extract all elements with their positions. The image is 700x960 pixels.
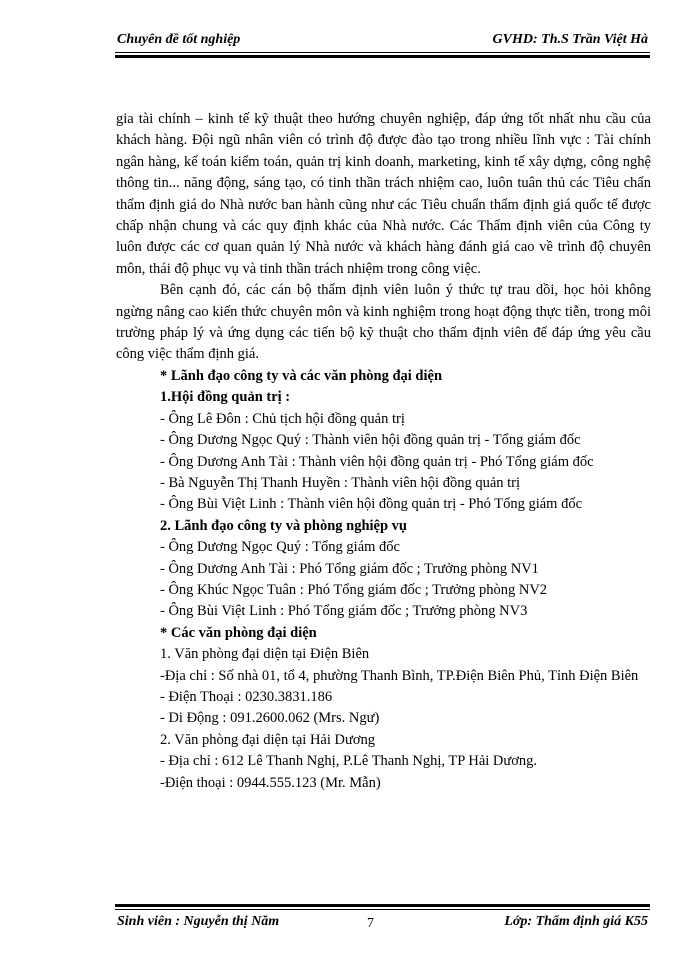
page-number: 7 [367, 916, 374, 931]
page-header [115, 30, 650, 52]
footer-student: Sinh viên : Nguyễn thị Năm [117, 914, 280, 929]
list-item: - Ông Bùi Việt Linh : Phó Tổng giám đốc ; Trưởng phòng NV3 [160, 603, 528, 620]
office-title: 1. Văn phòng đại diện tại Điện Biên [160, 646, 370, 663]
office-address: - Địa chỉ : 612 Lê Thanh Nghị, P.Lê Thanh Nghị, TP Hải Dương. [160, 753, 538, 770]
paragraph-company-staff: gia tài chính – kinh tế kỹ thuật theo hướng chuyên nghiệp, đáp ứng tốt nhất nhu cầu của khách hàng. Đội ngũ nhân viên có trình độ được đào tạo trong nhiều lĩnh vực : Tài chính ngân hàng, kế toán kiểm toán, quản trị kinh doanh, marketing, kinh tế xây dựng, công nghệ thông tin... năng động, sáng tạo, có tinh thần trách nhiệm cao, luôn tuân thủ các Tiêu chẩn thẩm định giá do Nhà nước ban hành cũng như các Tiêu chuẩn thẩm định giá quốc tế được chấp nhận chung và các quy định khác của Nhà nước. Các Thẩm định viên của Công ty luôn được các cơ quan quản lý Nhà nước và khách hàng đánh giá cao về trình độ chuyên môn, thái độ phục vụ và tinh thần trách nhiệm trong công việc. [116, 111, 651, 277]
list-item: - Ông Dương Anh Tài : Phó Tổng giám đốc ; Trưởng phòng NV1 [160, 560, 539, 577]
list-item: - Ông Lê Đôn : Chủ tịch hội đồng quản trị [160, 410, 405, 427]
header-thesis-title: Chuyên đề tốt nghiệp [117, 32, 241, 47]
office-mobile: - Di Động : 091.2600.062 (Mrs. Ngư) [160, 710, 380, 727]
heading-leadership: * Lãnh đạo công ty và các văn phòng đại diện [160, 367, 443, 384]
page-body [116, 109, 651, 794]
list-item: - Ông Bùi Việt Linh : Thành viên hội đồng quản trị - Phó Tổng giám đốc [160, 496, 583, 513]
office-phone: - Điện Thoại : 0230.3831.186 [160, 688, 333, 705]
office-phone: -Điện thoại : 0944.555.123 (Mr. Mẫn) [160, 774, 381, 791]
heading-offices: * Các văn phòng đại diện [160, 624, 317, 641]
footer-class: Lớp: Thẩm định giá K55 [504, 914, 648, 929]
paragraph-appraisers: Bên cạnh đó, các cán bộ thẩm định viên luôn ý thức tự trau dồi, học hỏi không ngừng nâng cao kiến thức chuyên môn và kinh nghiệm trong hoạt động thực tiễn, trong môi trường pháp lý và ứng dụng các tiến bộ kỹ thuật cho thẩm định viên để đáp ứng yêu cầu công việc thẩm định giá. [116, 282, 651, 363]
list-item: - Bà Nguyễn Thị Thanh Huyền : Thành viên hội đồng quản trị [160, 474, 521, 491]
header-rule-thick [115, 55, 650, 58]
office-title: 2. Văn phòng đại diện tại Hải Dương [160, 731, 376, 748]
heading-leaders: 2. Lãnh đạo công ty và phòng nghiệp vụ [160, 517, 407, 534]
office-address: -Địa chỉ : Số nhà 01, tổ 4, phường Thanh Bình, TP.Điện Biên Phủ, Tỉnh Điện Biên [160, 667, 639, 684]
list-item: - Ông Dương Ngọc Quý : Tổng giám đốc [160, 539, 400, 556]
header-supervisor: GVHD: Th.S Trần Việt Hà [492, 32, 648, 47]
header-rule-thin [115, 52, 650, 53]
footer-rule-thin [115, 909, 650, 910]
footer-rule-thick [115, 904, 650, 907]
list-item: - Ông Khúc Ngọc Tuân : Phó Tổng giám đốc ; Trưởng phòng NV2 [160, 581, 548, 598]
heading-board: 1.Hội đồng quản trị : [160, 389, 291, 406]
list-item: - Ông Dương Anh Tài : Thành viên hội đồng quản trị - Phó Tổng giám đốc [160, 453, 594, 470]
page-footer [115, 914, 650, 934]
list-item: - Ông Dương Ngọc Quý : Thành viên hội đồng quản trị - Tổng giám đốc [160, 432, 581, 449]
